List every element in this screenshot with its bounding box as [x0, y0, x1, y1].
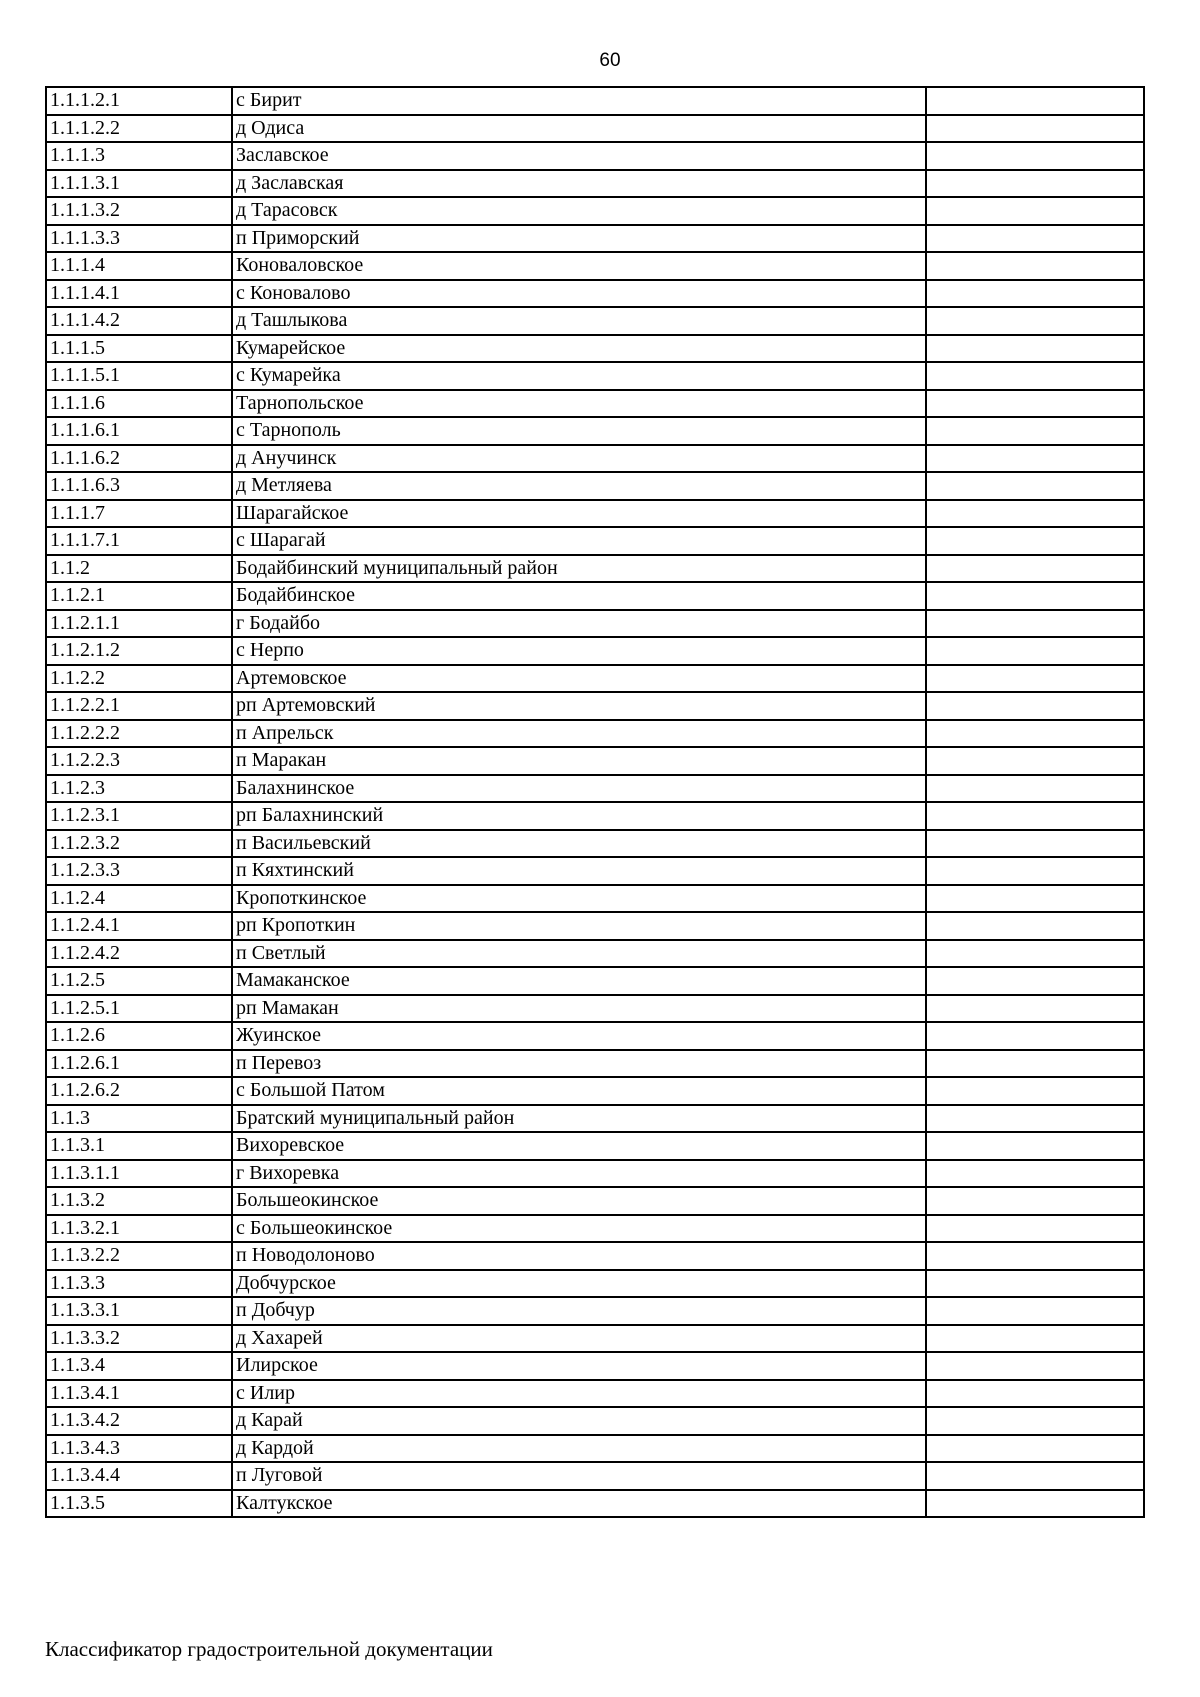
extra-cell: [926, 940, 1144, 968]
extra-cell: [926, 1050, 1144, 1078]
table-row: [46, 1407, 1144, 1435]
table-row: [46, 1105, 1144, 1133]
code-cell: 1.1.1.7: [46, 500, 232, 528]
code-cell: 1.1.2.2.2: [46, 720, 232, 748]
table-row: [46, 417, 1144, 445]
name-cell: п Приморский: [232, 225, 926, 253]
name-cell: д Анучинск: [232, 445, 926, 473]
name-cell: д Карай: [232, 1407, 926, 1435]
extra-cell: [926, 912, 1144, 940]
extra-cell: [926, 802, 1144, 830]
table-row: [46, 610, 1144, 638]
name-cell: Бодайбинское: [232, 582, 926, 610]
extra-cell: [926, 582, 1144, 610]
page-number: 60: [599, 50, 621, 71]
name-cell: с Илир: [232, 1380, 926, 1408]
table-row: [46, 582, 1144, 610]
extra-cell: [926, 1022, 1144, 1050]
table-row: [46, 115, 1144, 143]
code-cell: 1.1.2.3.2: [46, 830, 232, 858]
table-row: [46, 1215, 1144, 1243]
extra-cell: [926, 610, 1144, 638]
table-row: [46, 307, 1144, 335]
code-cell: 1.1.1.4: [46, 252, 232, 280]
name-cell: с Коновалово: [232, 280, 926, 308]
code-cell: 1.1.1.2.1: [46, 87, 232, 115]
code-cell: 1.1.2.6.1: [46, 1050, 232, 1078]
table-row: [46, 995, 1144, 1023]
name-cell: д Ташлыкова: [232, 307, 926, 335]
table-row: [46, 1352, 1144, 1380]
code-cell: 1.1.1.6.3: [46, 472, 232, 500]
name-cell: п Перевоз: [232, 1050, 926, 1078]
table-row: [46, 775, 1144, 803]
name-cell: д Одиса: [232, 115, 926, 143]
code-cell: 1.1.2.6: [46, 1022, 232, 1050]
table-row: [46, 252, 1144, 280]
code-cell: 1.1.3.4.3: [46, 1435, 232, 1463]
extra-cell: [926, 1462, 1144, 1490]
name-cell: Братский муниципальный район: [232, 1105, 926, 1133]
extra-cell: [926, 692, 1144, 720]
code-cell: 1.1.3.3.1: [46, 1297, 232, 1325]
name-cell: г Бодайбо: [232, 610, 926, 638]
code-cell: 1.1.2.2.1: [46, 692, 232, 720]
table-row: [46, 280, 1144, 308]
code-cell: 1.1.1.5.1: [46, 362, 232, 390]
name-cell: с Тарнополь: [232, 417, 926, 445]
name-cell: Коноваловское: [232, 252, 926, 280]
code-cell: 1.1.2.3: [46, 775, 232, 803]
name-cell: п Добчур: [232, 1297, 926, 1325]
extra-cell: [926, 252, 1144, 280]
table-row: [46, 1490, 1144, 1518]
table-row: [46, 1132, 1144, 1160]
table-row: [46, 967, 1144, 995]
code-cell: 1.1.2.2: [46, 665, 232, 693]
classifier-table: [45, 86, 1145, 1518]
extra-cell: [926, 995, 1144, 1023]
name-cell: рп Балахнинский: [232, 802, 926, 830]
name-cell: п Светлый: [232, 940, 926, 968]
code-cell: 1.1.3.4.1: [46, 1380, 232, 1408]
extra-cell: [926, 1407, 1144, 1435]
table-row: [46, 445, 1144, 473]
code-cell: 1.1.2.3.3: [46, 857, 232, 885]
code-cell: 1.1.1.3.2: [46, 197, 232, 225]
extra-cell: [926, 1270, 1144, 1298]
extra-cell: [926, 527, 1144, 555]
extra-cell: [926, 335, 1144, 363]
name-cell: д Метляева: [232, 472, 926, 500]
table-row: [46, 1160, 1144, 1188]
table-row: [46, 197, 1144, 225]
code-cell: 1.1.2.5.1: [46, 995, 232, 1023]
name-cell: Шарагайское: [232, 500, 926, 528]
extra-cell: [926, 1435, 1144, 1463]
table-row: [46, 87, 1144, 115]
extra-cell: [926, 1297, 1144, 1325]
name-cell: п Маракан: [232, 747, 926, 775]
name-cell: с Большеокинское: [232, 1215, 926, 1243]
table-row: [46, 335, 1144, 363]
name-cell: с Нерпо: [232, 637, 926, 665]
code-cell: 1.1.3: [46, 1105, 232, 1133]
code-cell: 1.1.3.5: [46, 1490, 232, 1518]
code-cell: 1.1.1.7.1: [46, 527, 232, 555]
table-row: [46, 142, 1144, 170]
extra-cell: [926, 1160, 1144, 1188]
code-cell: 1.1.3.3.2: [46, 1325, 232, 1353]
extra-cell: [926, 87, 1144, 115]
name-cell: Добчурское: [232, 1270, 926, 1298]
extra-cell: [926, 775, 1144, 803]
extra-cell: [926, 500, 1144, 528]
code-cell: 1.1.2.4: [46, 885, 232, 913]
extra-cell: [926, 445, 1144, 473]
extra-cell: [926, 307, 1144, 335]
table-row: [46, 1462, 1144, 1490]
table-row: [46, 1242, 1144, 1270]
code-cell: 1.1.3.4.2: [46, 1407, 232, 1435]
code-cell: 1.1.1.3.1: [46, 170, 232, 198]
extra-cell: [926, 1077, 1144, 1105]
table-row: [46, 802, 1144, 830]
code-cell: 1.1.1.6.1: [46, 417, 232, 445]
name-cell: Тарнопольское: [232, 390, 926, 418]
table-row: [46, 555, 1144, 583]
name-cell: Илирское: [232, 1352, 926, 1380]
name-cell: Жуинское: [232, 1022, 926, 1050]
extra-cell: [926, 472, 1144, 500]
extra-cell: [926, 1352, 1144, 1380]
name-cell: п Апрельск: [232, 720, 926, 748]
extra-cell: [926, 637, 1144, 665]
code-cell: 1.1.1.4.1: [46, 280, 232, 308]
name-cell: г Вихоревка: [232, 1160, 926, 1188]
table-row: [46, 747, 1144, 775]
name-cell: Кумарейское: [232, 335, 926, 363]
name-cell: с Шарагай: [232, 527, 926, 555]
name-cell: д Хахарей: [232, 1325, 926, 1353]
code-cell: 1.1.3.1.1: [46, 1160, 232, 1188]
name-cell: п Кяхтинский: [232, 857, 926, 885]
code-cell: 1.1.3.2.1: [46, 1215, 232, 1243]
code-cell: 1.1.3.4.4: [46, 1462, 232, 1490]
name-cell: п Новодолоново: [232, 1242, 926, 1270]
code-cell: 1.1.3.4: [46, 1352, 232, 1380]
extra-cell: [926, 1187, 1144, 1215]
code-cell: 1.1.3.2: [46, 1187, 232, 1215]
code-cell: 1.1.1.2.2: [46, 115, 232, 143]
code-cell: 1.1.1.3.3: [46, 225, 232, 253]
code-cell: 1.1.2.1.2: [46, 637, 232, 665]
code-cell: 1.1.2.1.1: [46, 610, 232, 638]
table-row: [46, 720, 1144, 748]
extra-cell: [926, 390, 1144, 418]
name-cell: Кропоткинское: [232, 885, 926, 913]
document-footer: Классификатор градостроительной документации: [45, 1637, 493, 1661]
code-cell: 1.1.3.3: [46, 1270, 232, 1298]
name-cell: с Кумарейка: [232, 362, 926, 390]
name-cell: Калтукское: [232, 1490, 926, 1518]
extra-cell: [926, 115, 1144, 143]
code-cell: 1.1.2.5: [46, 967, 232, 995]
code-cell: 1.1.1.3: [46, 142, 232, 170]
name-cell: Артемовское: [232, 665, 926, 693]
table-row: [46, 390, 1144, 418]
code-cell: 1.1.1.4.2: [46, 307, 232, 335]
extra-cell: [926, 1242, 1144, 1270]
table-row: [46, 830, 1144, 858]
name-cell: с Бирит: [232, 87, 926, 115]
name-cell: рп Кропоткин: [232, 912, 926, 940]
name-cell: д Тарасовск: [232, 197, 926, 225]
extra-cell: [926, 1105, 1144, 1133]
table-row: [46, 912, 1144, 940]
name-cell: Мамаканское: [232, 967, 926, 995]
extra-cell: [926, 362, 1144, 390]
table-row: [46, 1187, 1144, 1215]
extra-cell: [926, 1215, 1144, 1243]
code-cell: 1.1.2: [46, 555, 232, 583]
extra-cell: [926, 1380, 1144, 1408]
table-row: [46, 637, 1144, 665]
code-cell: 1.1.2.1: [46, 582, 232, 610]
table-row: [46, 1077, 1144, 1105]
table-body: [46, 87, 1144, 1517]
name-cell: п Васильевский: [232, 830, 926, 858]
extra-cell: [926, 720, 1144, 748]
table-row: [46, 857, 1144, 885]
name-cell: Бодайбинский муниципальный район: [232, 555, 926, 583]
name-cell: д Заславская: [232, 170, 926, 198]
code-cell: 1.1.1.6: [46, 390, 232, 418]
name-cell: рп Мамакан: [232, 995, 926, 1023]
code-cell: 1.1.2.4.2: [46, 940, 232, 968]
extra-cell: [926, 1132, 1144, 1160]
table-row: [46, 362, 1144, 390]
table-row: [46, 225, 1144, 253]
table-row: [46, 692, 1144, 720]
name-cell: п Луговой: [232, 1462, 926, 1490]
table-row: [46, 527, 1144, 555]
name-cell: Большеокинское: [232, 1187, 926, 1215]
code-cell: 1.1.2.6.2: [46, 1077, 232, 1105]
name-cell: рп Артемовский: [232, 692, 926, 720]
code-cell: 1.1.3.2.2: [46, 1242, 232, 1270]
code-cell: 1.1.3.1: [46, 1132, 232, 1160]
extra-cell: [926, 225, 1144, 253]
table-row: [46, 472, 1144, 500]
table-row: [46, 1325, 1144, 1353]
table-row: [46, 665, 1144, 693]
extra-cell: [926, 280, 1144, 308]
name-cell: Заславское: [232, 142, 926, 170]
extra-cell: [926, 197, 1144, 225]
table-row: [46, 885, 1144, 913]
table-row: [46, 940, 1144, 968]
name-cell: Балахнинское: [232, 775, 926, 803]
code-cell: 1.1.2.3.1: [46, 802, 232, 830]
extra-cell: [926, 170, 1144, 198]
extra-cell: [926, 665, 1144, 693]
table-row: [46, 500, 1144, 528]
extra-cell: [926, 142, 1144, 170]
table-row: [46, 1297, 1144, 1325]
extra-cell: [926, 1490, 1144, 1518]
extra-cell: [926, 747, 1144, 775]
name-cell: с Большой Патом: [232, 1077, 926, 1105]
name-cell: Вихоревское: [232, 1132, 926, 1160]
code-cell: 1.1.1.5: [46, 335, 232, 363]
extra-cell: [926, 885, 1144, 913]
code-cell: 1.1.1.6.2: [46, 445, 232, 473]
extra-cell: [926, 555, 1144, 583]
extra-cell: [926, 967, 1144, 995]
extra-cell: [926, 830, 1144, 858]
name-cell: д Кардой: [232, 1435, 926, 1463]
table-row: [46, 1380, 1144, 1408]
table-row: [46, 1022, 1144, 1050]
table-row: [46, 1435, 1144, 1463]
table-row: [46, 170, 1144, 198]
code-cell: 1.1.2.4.1: [46, 912, 232, 940]
extra-cell: [926, 857, 1144, 885]
code-cell: 1.1.2.2.3: [46, 747, 232, 775]
extra-cell: [926, 417, 1144, 445]
table-row: [46, 1270, 1144, 1298]
extra-cell: [926, 1325, 1144, 1353]
table-row: [46, 1050, 1144, 1078]
